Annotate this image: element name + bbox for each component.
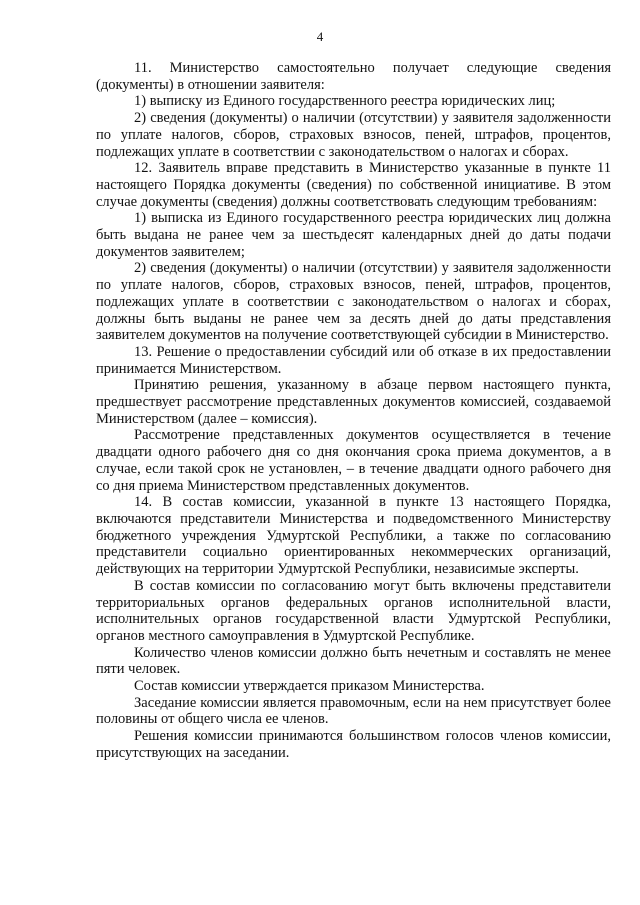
paragraph-14-optional-members: В состав комиссии по согласованию могут быть включены представители территориальных органов федеральных органов исполнительной власти, исполнительных органов государственной власти Удмуртской Республики, органов местного самоуправления в Удмуртской Республике. bbox=[96, 577, 611, 644]
paragraph-11-item-1: 1) выписку из Единого государственного реестра юридических лиц; bbox=[134, 93, 556, 110]
paragraph-14-composition: 14. В состав комиссии, указанной в пункте 13 настоящего Порядка, включаются представители Министерства и подведомственного Министерству бюджетного учреждения Удмуртской Республики, а также по согласованию представители социально ориентированных некоммерческих организаций, действующих на территории Удмуртской Республики, независимые эксперты. bbox=[96, 494, 611, 578]
paragraph-11-item-2: 2) сведения (документы) о наличии (отсутствии) у заявителя задолженности по уплате налогов, сборов, страховых взносов, пеней, штрафов, процентов, подлежащих уплате в соответствии с законодательством о налогах и сборах. bbox=[96, 110, 611, 160]
paragraph-12-item-2: 2) сведения (документы) о наличии (отсутствии) у заявителя задолженности по уплате налогов, сборов, страховых взносов, пеней, штрафов, процентов, подлежащих уплате в соответствии с законодательством о налогах и сборах, должны быть выданы не ранее чем за десять дней до даты представления заявителем документов на получение соответствующей субсидии в Министерство. bbox=[96, 260, 611, 344]
paragraph-11-intro: 11. Министерство самостоятельно получает следующие сведения (документы) в отношении заявителя: bbox=[96, 60, 611, 93]
paragraph-14-member-count: Количество членов комиссии должно быть нечетным и составлять не менее пяти человек. bbox=[96, 644, 611, 678]
paragraph-12-item-1: 1) выписка из Единого государственного реестра юридических лиц должна быть выдана не ранее чем за шестьдесят календарных дней до даты подачи документов заявителем; bbox=[96, 210, 611, 260]
paragraph-12-intro: 12. Заявитель вправе представить в Министерство указанные в пункте 11 настоящего Порядка документы (сведения) по собственной инициативе. В этом случае документы (сведения) должны соответствовать следующим требованиям: bbox=[96, 160, 611, 210]
paragraph-14-voting: Решения комиссии принимаются большинством голосов членов комиссии, присутствующих на заседании. bbox=[96, 728, 611, 761]
page-number: 4 bbox=[316, 29, 324, 44]
paragraph-14-approval: Состав комиссии утверждается приказом Министерства. bbox=[134, 678, 485, 695]
paragraph-13-commission: Принятию решения, указанному в абзаце первом настоящего пункта, предшествует рассмотрение представленных документов комиссией, создаваемой Министерством (далее – комиссия). bbox=[96, 377, 611, 427]
paragraph-13-review-period: Рассмотрение представленных документов осуществляется в течение двадцати одного рабочего дня со дня окончания срока приема документов, а в случае, если такой срок не установлен, – в течение двадцати одного рабочего дня со дня приема Министерством представленных документов. bbox=[96, 427, 611, 494]
paragraph-13-decision: 13. Решение о предоставлении субсидий или об отказе в их предоставлении принимается Министерством. bbox=[96, 343, 611, 377]
document-body bbox=[96, 60, 611, 762]
paragraph-14-quorum: Заседание комиссии является правомочным, если на нем присутствует более половины от общего числа ее членов. bbox=[96, 694, 611, 728]
